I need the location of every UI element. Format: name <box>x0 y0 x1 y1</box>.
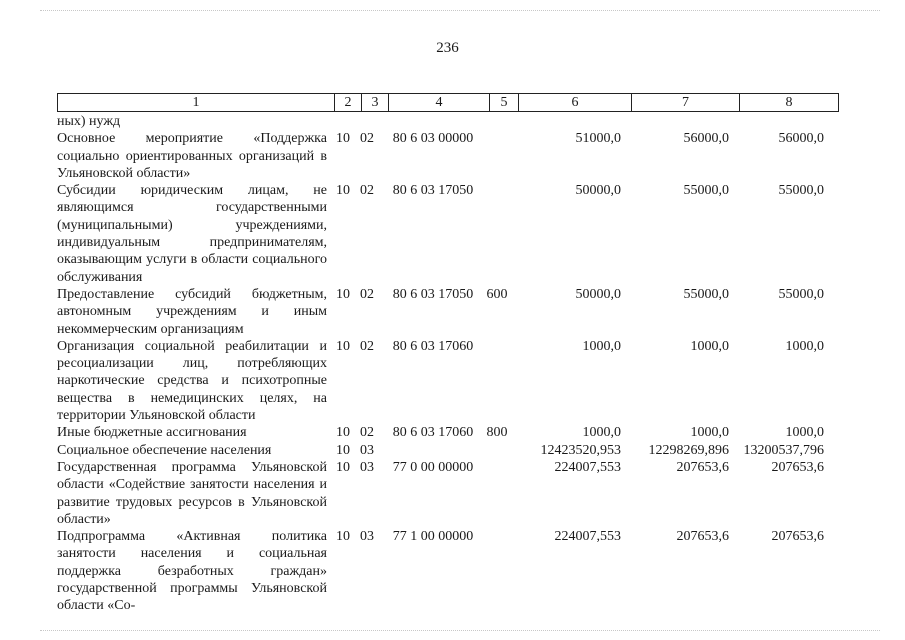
table-row <box>57 528 843 614</box>
column-header-row <box>57 93 839 112</box>
header-col-4: 4 <box>389 94 490 112</box>
target-article-code-cell: 77 0 00 00000 <box>392 459 474 475</box>
target-article-code-cell: 80 6 03 17050 <box>392 183 474 199</box>
target-article-code-cell: 77 1 00 00000 <box>392 529 474 545</box>
table-row <box>57 442 843 459</box>
amount-year-3-cell: 1000,0 <box>785 338 824 354</box>
amount-year-2-cell: 12298269,896 <box>648 442 729 458</box>
table-row <box>57 338 843 424</box>
section-code-cell: 10 <box>336 183 350 199</box>
amount-year-1-cell: 1000,0 <box>582 425 621 441</box>
item-name-cell: Государственная программа Ульяновской области «Содействие занятости населения и развитие трудовых ресурсов в Ульяновской области» <box>57 459 327 527</box>
table-row <box>57 113 843 130</box>
amount-year-2-cell: 56000,0 <box>683 131 729 147</box>
scan-artifact-top <box>40 10 880 11</box>
amount-year-2-cell: 1000,0 <box>690 338 729 354</box>
amount-year-3-cell: 55000,0 <box>778 286 824 302</box>
page-number: 236 <box>436 40 459 56</box>
target-article-code-cell: 80 6 03 00000 <box>392 131 474 147</box>
table-row <box>57 459 843 528</box>
header-col-7: 7 <box>632 94 740 112</box>
section-code-cell: 10 <box>336 529 350 545</box>
section-code-cell: 10 <box>336 131 350 147</box>
target-article-code-cell: 80 6 03 17060 <box>392 338 474 354</box>
scan-artifact-bottom <box>40 630 880 631</box>
section-code-cell: 10 <box>336 459 350 475</box>
subsection-code-cell: 03 <box>360 459 374 475</box>
item-name-cell: Предоставление субсидий бюджетным, автономным учреждениям и иным некоммерческим организациям <box>57 286 327 337</box>
subsection-code-cell: 02 <box>360 338 374 354</box>
table-row <box>57 286 843 338</box>
amount-year-1-cell: 1000,0 <box>582 338 621 354</box>
amount-year-3-cell: 1000,0 <box>785 425 824 441</box>
header-col-2: 2 <box>335 94 362 112</box>
subsection-code-cell: 02 <box>360 183 374 199</box>
budget-table-body <box>57 113 843 615</box>
amount-year-3-cell: 207653,6 <box>771 459 824 475</box>
item-name-cell: ных) нужд <box>57 114 121 129</box>
item-name-cell: Социальное обеспечение населения <box>57 442 272 458</box>
amount-year-1-cell: 51000,0 <box>575 131 621 147</box>
subsection-code-cell: 02 <box>360 286 374 302</box>
expense-type-code-cell: 800 <box>486 425 508 441</box>
subsection-code-cell: 03 <box>360 529 374 545</box>
amount-year-1-cell: 224007,553 <box>554 529 621 545</box>
item-name-cell: Основное мероприятие «Поддержка социально ориентированных организаций в Ульяновской области» <box>57 131 327 181</box>
item-name-cell: Подпрограмма «Активная политика занятости населения и социальная поддержка безработных граждан» государственной программы Ульяновской области «Со- <box>57 529 327 614</box>
table-row <box>57 424 843 441</box>
amount-year-1-cell: 12423520,953 <box>540 442 621 458</box>
amount-year-3-cell: 207653,6 <box>771 529 824 545</box>
subsection-code-cell: 02 <box>360 131 374 147</box>
item-name-cell: Иные бюджетные ассигнования <box>57 425 247 441</box>
section-code-cell: 10 <box>336 338 350 354</box>
table-row <box>57 130 843 182</box>
header-col-5: 5 <box>490 94 519 112</box>
section-code-cell: 10 <box>336 442 350 458</box>
amount-year-2-cell: 1000,0 <box>690 425 729 441</box>
amount-year-1-cell: 50000,0 <box>575 183 621 199</box>
amount-year-3-cell: 55000,0 <box>778 183 824 199</box>
amount-year-3-cell: 56000,0 <box>778 131 824 147</box>
item-name-cell: Субсидии юридическим лицам, не являющимся государственными (муниципальными) учреждениями, индивидуальным предпринимателям, оказывающим услуги в области социального обслуживания <box>57 183 327 285</box>
section-code-cell: 10 <box>336 425 350 441</box>
header-col-3: 3 <box>362 94 389 112</box>
amount-year-1-cell: 50000,0 <box>575 286 621 302</box>
subsection-code-cell: 02 <box>360 425 374 441</box>
table-row <box>57 182 843 286</box>
amount-year-2-cell: 55000,0 <box>683 183 729 199</box>
header-col-8: 8 <box>740 94 839 112</box>
expense-type-code-cell: 600 <box>486 286 508 302</box>
amount-year-2-cell: 207653,6 <box>676 459 729 475</box>
amount-year-3-cell: 13200537,796 <box>743 442 824 458</box>
amount-year-1-cell: 224007,553 <box>554 459 621 475</box>
amount-year-2-cell: 207653,6 <box>676 529 729 545</box>
target-article-code-cell: 80 6 03 17060 <box>392 425 474 441</box>
subsection-code-cell: 03 <box>360 442 374 458</box>
item-name-cell: Организация социальной реабилитации и ресоциализации лиц, потребляющих наркотические средства и психотропные вещества в немедицинских целях, на территории Ульяновской области <box>57 338 327 424</box>
header-col-6: 6 <box>519 94 632 112</box>
amount-year-2-cell: 55000,0 <box>683 286 729 302</box>
header-col-1: 1 <box>58 94 335 112</box>
target-article-code-cell: 80 6 03 17050 <box>392 286 474 302</box>
section-code-cell: 10 <box>336 286 350 302</box>
